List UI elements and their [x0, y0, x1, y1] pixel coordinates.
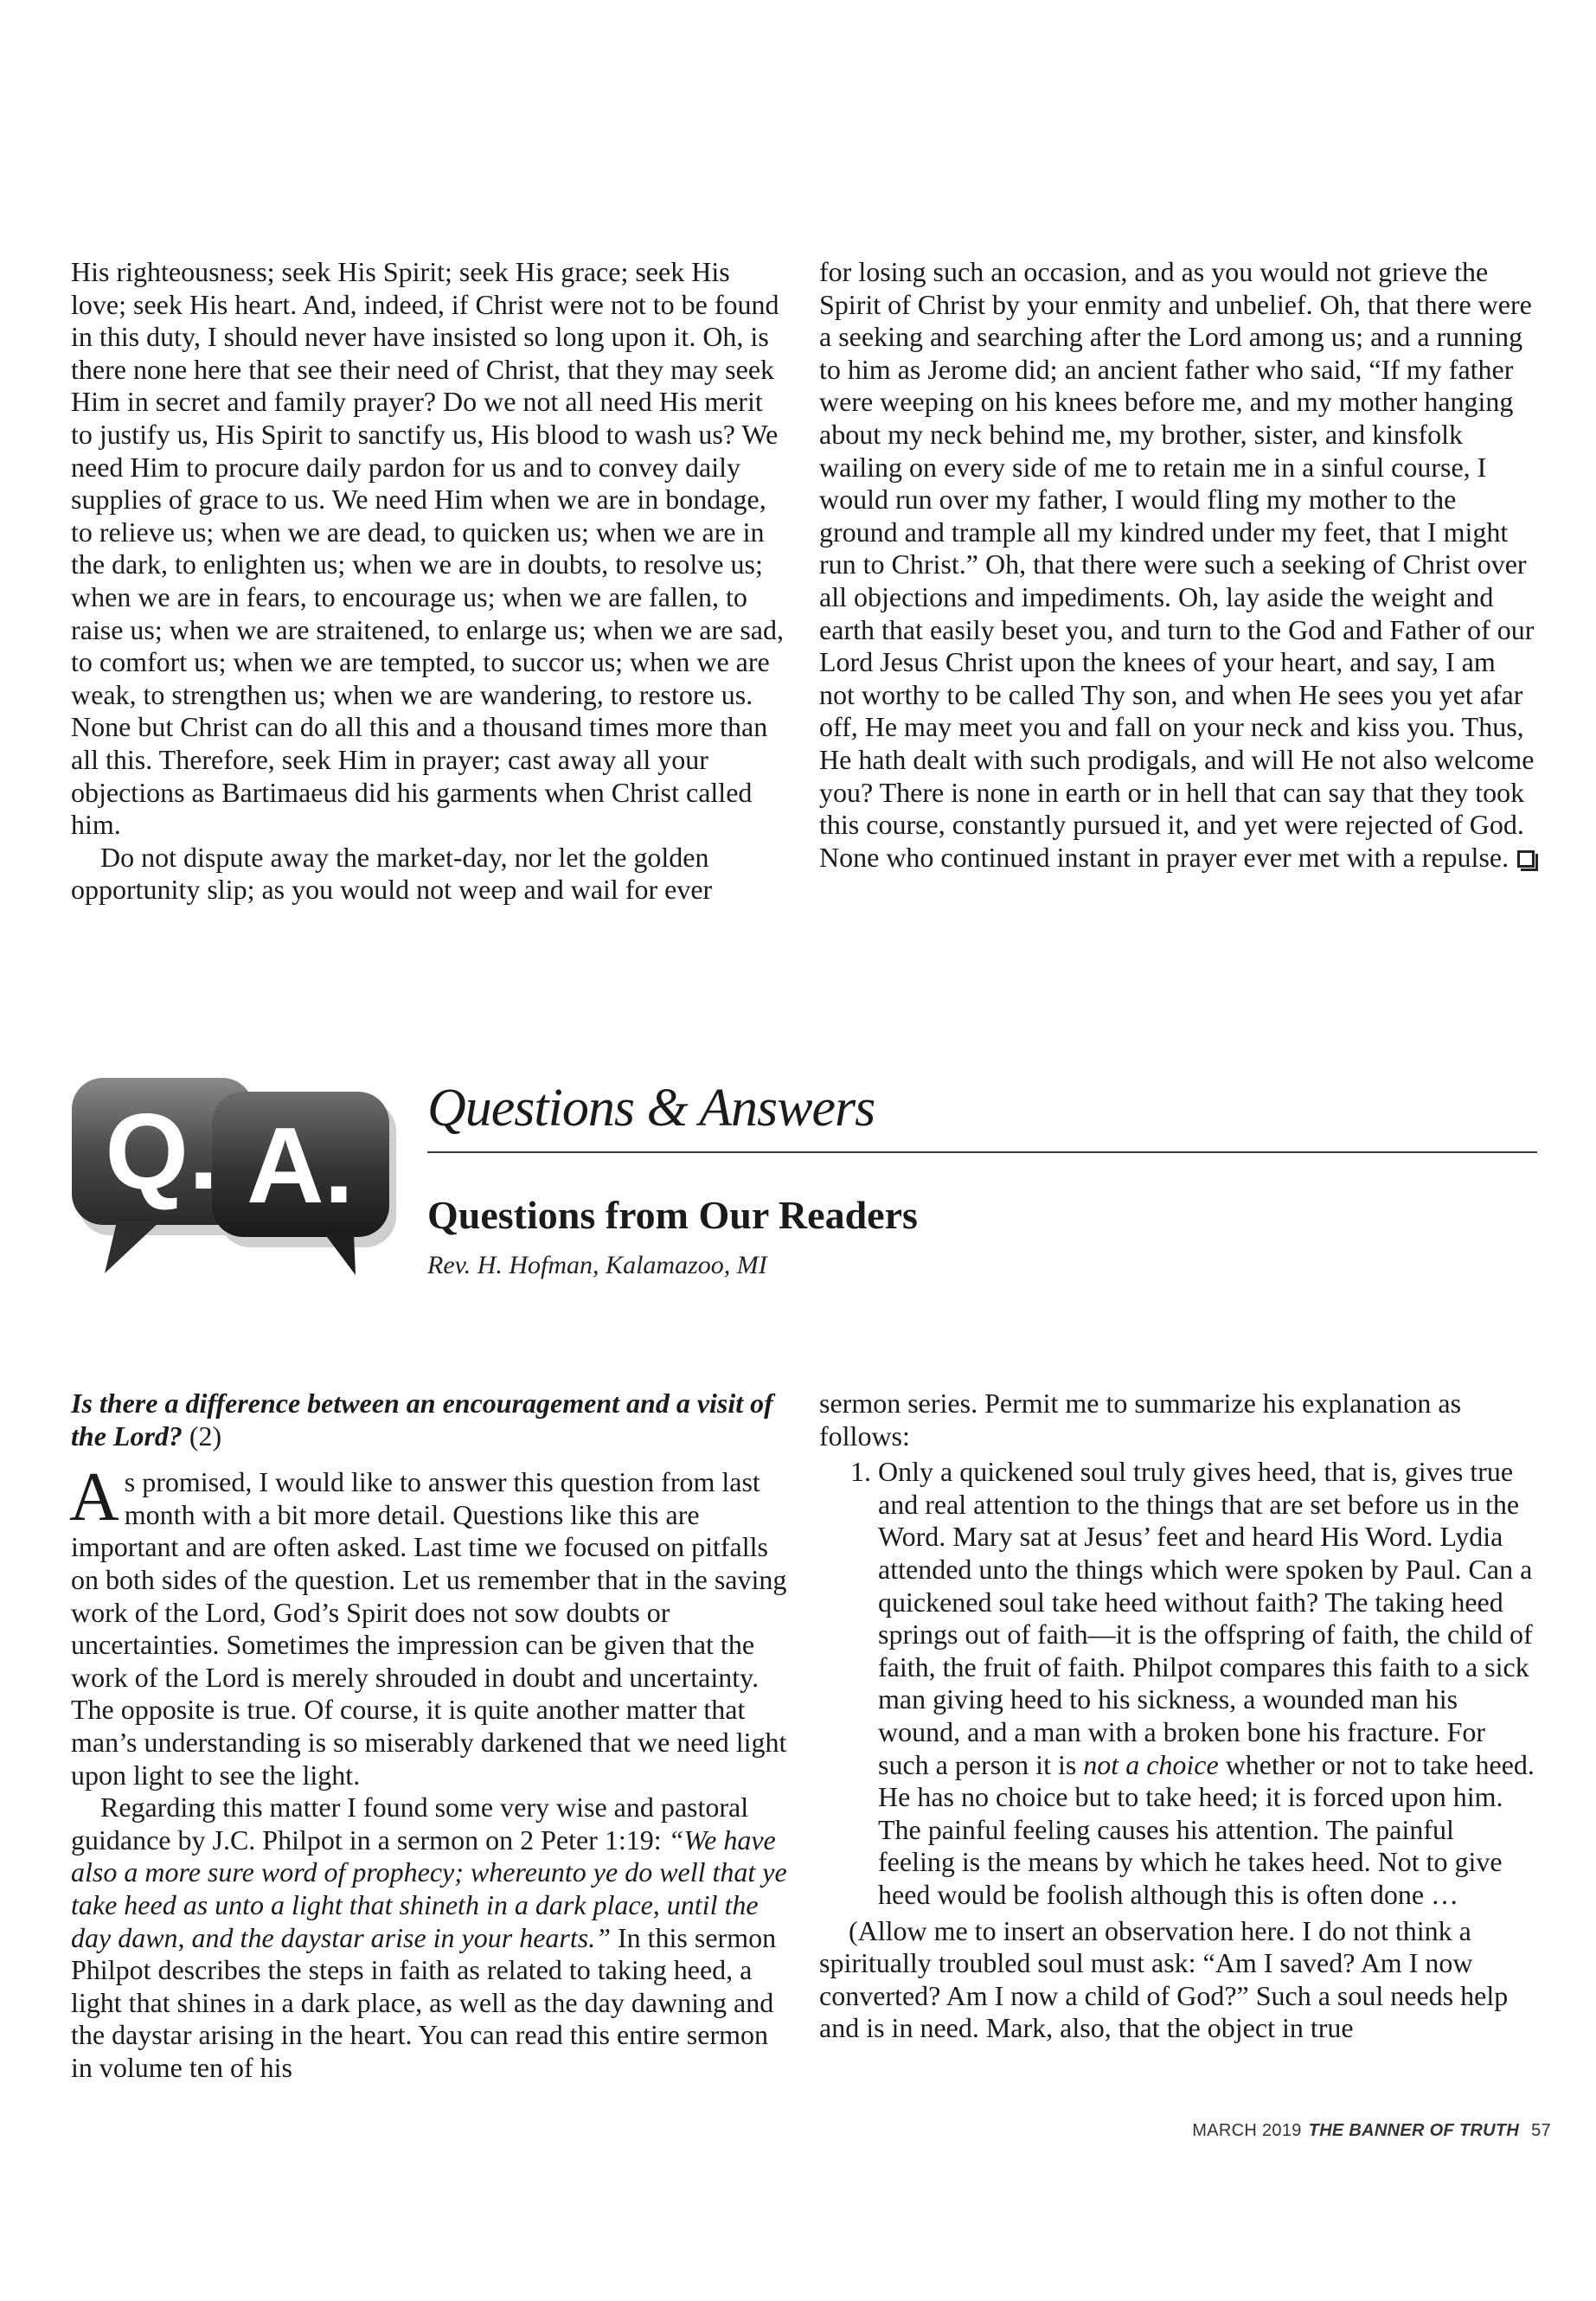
question-heading — [71, 1388, 789, 1452]
paragraph: (Allow me to insert an observation here. I do not think a spiritually troubled soul must ask: “Am I saved? Am I now converted? Am I now a child of God?” Such a soul needs help and is in need. Mark, also, that the object in true — [819, 1914, 1509, 2044]
section-title: Questions & Answers — [427, 1079, 875, 1138]
page-number: 57 — [1531, 2121, 1551, 2140]
article-author: Rev. H. Hofman, Kalamazoo, MI — [427, 1251, 767, 1279]
item-text: whether or not to take heed. He has no choice but to take heed; it is forced upon him. The painful feeling causes his attention. The painful feeling is the means by which he takes heed. Not to give heed would be foolish although this is often done … — [878, 1748, 1535, 1910]
bottom-right-column — [819, 1388, 1537, 2045]
section-divider — [427, 1151, 1537, 1153]
page-footer — [1192, 2121, 1551, 2141]
footer-magazine: THE BANNER OF TRUTH — [1308, 2121, 1520, 2140]
top-left-column — [71, 256, 789, 907]
paragraph: sermon series. Permit me to summarize his explanation as follows: — [819, 1388, 1462, 1452]
top-right-column — [819, 256, 1537, 874]
item-number: 1. — [850, 1456, 871, 1488]
paragraph: His righteousness; seek His Spirit; seek His grace; seek His love; seek His heart. And, indeed, if Christ were not to be found in this duty, I should never have insisted so long upon it. Oh, is there none here that see their need of Christ, that they may seek Him in secret and family prayer? Do we not all need His merit to justify us, His Spirit to sanctify us, His blood to wash us? We need Him to procure daily pardon for us and to convey daily supplies of grace to us. We need Him when we are in bondage, to relieve us; when we are dead, to quicken us; when we are in the dark, to enlighten us; when we are in doubts, to resolve us; when we are in fears, to encourage us; when we are fallen, to raise us; when we are straitened, to enlarge us; when we are sad, to comfort us; when we are tempted, to succor us; when we are weak, to strengthen us; when we are wandering, to restore us. None but Christ can do all this and a thousand times more than all this. Therefore, seek Him in prayer; cast away all your objections as Bartimaeus did his garments when Christ called him. — [71, 256, 784, 841]
article-title: Questions from Our Readers — [427, 1193, 918, 1237]
footer-date: MARCH 2019 — [1192, 2121, 1302, 2140]
paragraph-text: Regarding this matter I found some very wise and pastoral guidance by J.C. Philpot in a sermon on 2 Peter 1:19: — [71, 1791, 749, 1856]
paragraph-text: In this sermon Philpot describes the steps in faith as related to taking heed, a light that shines in a dark place, as well as the day dawning and the daystar arising in the heart. You can read this entire sermon in volume ten of his — [71, 1921, 777, 2083]
item-emphasis: not a choice — [1083, 1748, 1219, 1780]
item-text: Only a quickened soul truly gives heed, that is, gives true and real attention to the things that are set before us in the Word. Mary sat at Jesus’ feet and heard His Word. Lydia attended unto the things which were spoken by Paul. Can a quickened soul take heed without faith? The taking heed springs out of faith—it is the offspring of faith, the child of faith, the fruit of faith. Philpot compares this faith to a sick man giving heed to his sickness, a wounded man his wound, and a man with a broken bone his fracture. For such a person it is — [878, 1456, 1533, 1780]
paragraph-text: s promised, I would like to answer this question from last month with a bit more detail. Questions like this are important and are often asked. Last time we focused on pitfalls on both sides of the question. Let us remember that in the saving work of the Lord, God’s Spirit does not sow doubts or uncertainties. Sometimes the impression can be given that the work of the Lord is merely shrouded in doubt and uncertainty. The opposite is true. Of course, it is quite another matter that man’s understanding is so miserably darkened that we need light upon light to see the light. — [71, 1466, 787, 1791]
bottom-left-column — [71, 1388, 789, 2084]
question-text: Is there a difference between an encouragement and a visit of the Lord? — [71, 1388, 773, 1452]
question-number: (2) — [182, 1420, 222, 1452]
numbered-item — [819, 1456, 1537, 1911]
drop-cap: A — [69, 1459, 119, 1536]
logo-q-text: Q. — [105, 1093, 219, 1212]
paragraph: Do not dispute away the market-day, nor let the golden opportunity slip; as you would not weep and wail for ever — [71, 841, 713, 906]
scripture-quote: “We have also a more sure word of prophecy; whereunto ye do well that ye take heed as unto a light that shineth in a dark place, until the day dawn, and the daystar arise in your hearts.” — [71, 1823, 787, 1953]
paragraph-text: for losing such an occasion, and as you would not grieve the Spirit of Christ by your enmity and unbelief. Oh, that there were a seeking and searching after the Lord among us; and a running to him as Jerome did; an ancient father who said, “If my father were weeping on his knees before me, and my mother hanging about my neck behind me, my brother, sister, and kinsfolk wailing on every side of me to retain me in a sinful course, I would run over my father, I would fling my mother to the ground and trample all my kindred under my feet, that I might run to Christ.” Oh, that there were such a seeking of Christ over all objections and impediments. Oh, lay aside the weight and earth that easily beset you, and turn to the God and Father of our Lord Jesus Christ upon the knees of your heart, and say, I am not worthy to be called Thy son, and when He sees you yet afar off, He may meet you and fall on your neck and kiss you. Thus, He hath dealt with such prodigals, and will He not also welcome you? There is none in earth or in hell that can say that they took this course, constantly pursued it, and yet were rejected of God. None who continued instant in prayer ever met with a repulse. — [819, 256, 1535, 873]
paragraph — [69, 1459, 789, 1791]
logo-a-text: A. — [247, 1106, 354, 1226]
paragraph — [819, 256, 1537, 874]
end-of-article-icon — [1517, 850, 1535, 868]
paragraph — [71, 1791, 789, 2084]
qa-speech-bubbles-icon — [65, 1069, 398, 1279]
